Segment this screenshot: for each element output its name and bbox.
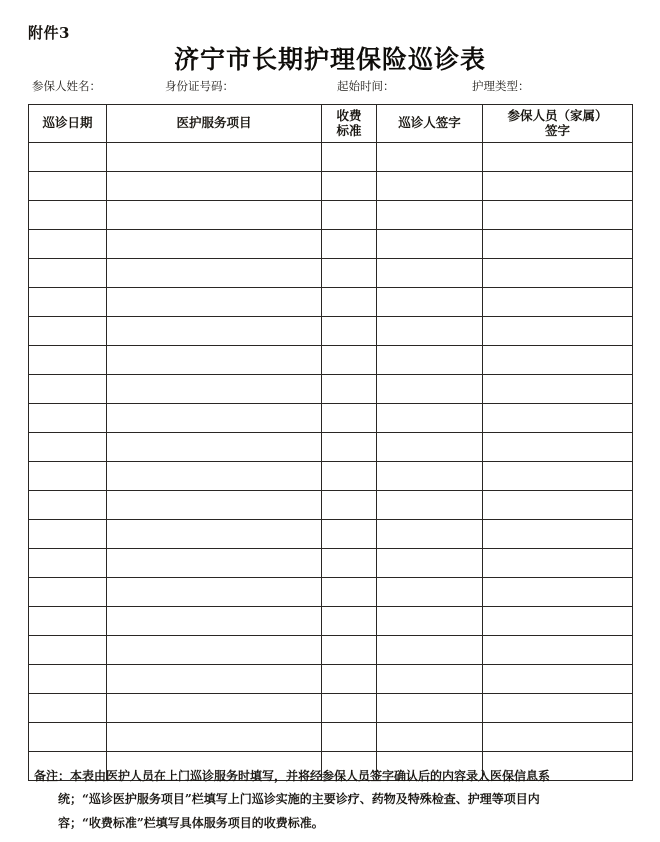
table-cell[interactable]: [377, 665, 483, 694]
table-cell[interactable]: [107, 317, 322, 346]
column-header-insured-signature-line2: 签字: [544, 122, 570, 138]
column-header-fee-standard-line1: 收费: [336, 108, 362, 124]
table-cell[interactable]: [29, 694, 107, 723]
table-cell[interactable]: [483, 433, 633, 462]
footnote-line-1: 备注：本表由医护人员在上门巡诊服务时填写，并将经参保人员签字确认后的内容录入医保信息系: [34, 769, 551, 783]
table-cell[interactable]: [107, 230, 322, 259]
column-header-insured-signature-line1: 参保人员（家属）: [507, 108, 608, 124]
table-cell[interactable]: [377, 317, 483, 346]
table-cell[interactable]: [377, 433, 483, 462]
table-cell[interactable]: [29, 462, 107, 491]
table-row: [29, 346, 633, 375]
table-cell[interactable]: [322, 665, 377, 694]
table-cell[interactable]: [377, 172, 483, 201]
table-cell[interactable]: [483, 578, 633, 607]
table-cell[interactable]: [377, 143, 483, 172]
table-cell[interactable]: [483, 317, 633, 346]
table-cell[interactable]: [322, 288, 377, 317]
table-header-row: [29, 105, 633, 143]
visit-record-table: [28, 104, 633, 781]
table-cell[interactable]: [483, 549, 633, 578]
attachment-label: 附件3: [28, 24, 70, 42]
table-cell[interactable]: [483, 172, 633, 201]
table-row: [29, 230, 633, 259]
table-cell[interactable]: [377, 491, 483, 520]
table-row: [29, 404, 633, 433]
table-row: [29, 549, 633, 578]
table-cell[interactable]: [483, 723, 633, 752]
table-cell[interactable]: [29, 723, 107, 752]
column-header-fee-standard: [322, 105, 377, 143]
table-cell[interactable]: [322, 723, 377, 752]
table-cell[interactable]: [483, 404, 633, 433]
column-header-fee-standard-line2: 标准: [336, 122, 362, 138]
table-cell[interactable]: [29, 172, 107, 201]
table-cell[interactable]: [322, 259, 377, 288]
table-cell[interactable]: [107, 636, 322, 665]
table-cell[interactable]: [107, 549, 322, 578]
table-cell[interactable]: [107, 172, 322, 201]
table-cell[interactable]: [322, 172, 377, 201]
table-row: [29, 433, 633, 462]
table-cell[interactable]: [107, 259, 322, 288]
table-header: [29, 105, 633, 143]
table-cell[interactable]: [322, 143, 377, 172]
table-cell[interactable]: [107, 520, 322, 549]
table-cell[interactable]: [29, 636, 107, 665]
table-row: [29, 375, 633, 404]
table-cell[interactable]: [377, 259, 483, 288]
table-cell[interactable]: [483, 520, 633, 549]
table-cell[interactable]: [322, 375, 377, 404]
table-cell[interactable]: [483, 259, 633, 288]
table-row: [29, 462, 633, 491]
table-cell[interactable]: [483, 346, 633, 375]
column-header-visit-date: 巡诊日期: [29, 105, 107, 143]
table-cell[interactable]: [483, 636, 633, 665]
table-cell[interactable]: [322, 317, 377, 346]
table-cell[interactable]: [377, 694, 483, 723]
table-cell[interactable]: [107, 665, 322, 694]
table-cell[interactable]: [322, 520, 377, 549]
table-cell[interactable]: [322, 433, 377, 462]
table-cell[interactable]: [29, 433, 107, 462]
table-cell[interactable]: [29, 665, 107, 694]
table-cell[interactable]: [483, 375, 633, 404]
meta-field-id-number: 身份证号码：: [165, 79, 234, 93]
table-cell[interactable]: [29, 259, 107, 288]
table-cell[interactable]: [377, 375, 483, 404]
table-cell[interactable]: [107, 462, 322, 491]
table-cell[interactable]: [377, 288, 483, 317]
table-body: [29, 143, 633, 781]
table-cell[interactable]: [377, 462, 483, 491]
table-cell[interactable]: [107, 288, 322, 317]
table-row: [29, 694, 633, 723]
meta-fields-row: [32, 78, 632, 96]
table-row: [29, 172, 633, 201]
table-row: [29, 288, 633, 317]
table-cell[interactable]: [107, 201, 322, 230]
table-cell[interactable]: [107, 433, 322, 462]
table-cell[interactable]: [29, 520, 107, 549]
table-cell[interactable]: [377, 578, 483, 607]
column-header-visitor-signature: 巡诊人签字: [377, 105, 483, 143]
table-cell[interactable]: [483, 143, 633, 172]
page-title: 济宁市长期护理保险巡诊表: [173, 45, 486, 74]
table-cell[interactable]: [29, 346, 107, 375]
table-cell[interactable]: [29, 404, 107, 433]
table-cell[interactable]: [483, 694, 633, 723]
table-row: [29, 578, 633, 607]
table-row: [29, 607, 633, 636]
table-row: [29, 665, 633, 694]
table-cell[interactable]: [322, 491, 377, 520]
table-row: [29, 723, 633, 752]
table-cell[interactable]: [29, 375, 107, 404]
table-cell[interactable]: [107, 723, 322, 752]
table-cell[interactable]: [107, 404, 322, 433]
table-cell[interactable]: [483, 665, 633, 694]
table-cell[interactable]: [29, 317, 107, 346]
table-cell[interactable]: [322, 578, 377, 607]
table-cell[interactable]: [377, 636, 483, 665]
table-cell[interactable]: [322, 694, 377, 723]
table-cell[interactable]: [107, 607, 322, 636]
table-cell[interactable]: [29, 230, 107, 259]
table-cell[interactable]: [377, 404, 483, 433]
table-row: [29, 201, 633, 230]
table-cell[interactable]: [483, 288, 633, 317]
table-cell[interactable]: [483, 607, 633, 636]
table-row: [29, 143, 633, 172]
footnote-line-3: 容；“收费标准”栏填写具体服务项目的收费标准。: [58, 815, 324, 830]
table-cell[interactable]: [29, 607, 107, 636]
table-cell[interactable]: [377, 607, 483, 636]
table-cell[interactable]: [107, 694, 322, 723]
table-cell[interactable]: [322, 607, 377, 636]
table-cell[interactable]: [483, 230, 633, 259]
table-cell[interactable]: [322, 346, 377, 375]
meta-field-start-time: 起始时间：: [337, 79, 395, 93]
table-cell[interactable]: [483, 201, 633, 230]
footnote: [34, 765, 628, 835]
table-cell[interactable]: [107, 491, 322, 520]
table-cell[interactable]: [322, 404, 377, 433]
table-row: [29, 317, 633, 346]
table-cell[interactable]: [377, 346, 483, 375]
table-row: [29, 636, 633, 665]
table-cell[interactable]: [377, 549, 483, 578]
table-cell[interactable]: [322, 462, 377, 491]
table-cell[interactable]: [377, 723, 483, 752]
table-cell[interactable]: [377, 230, 483, 259]
table-cell[interactable]: [29, 201, 107, 230]
table-cell[interactable]: [107, 578, 322, 607]
table-cell[interactable]: [107, 346, 322, 375]
table-cell[interactable]: [322, 201, 377, 230]
column-header-service-item: 医护服务项目: [107, 105, 322, 143]
table-cell[interactable]: [483, 491, 633, 520]
table-cell[interactable]: [107, 375, 322, 404]
table-cell[interactable]: [322, 230, 377, 259]
table-cell[interactable]: [107, 143, 322, 172]
table-cell[interactable]: [377, 520, 483, 549]
table-cell[interactable]: [29, 491, 107, 520]
table-cell[interactable]: [29, 549, 107, 578]
table-cell[interactable]: [483, 462, 633, 491]
meta-field-insured-name: 参保人姓名：: [32, 79, 101, 93]
column-header-insured-signature: [483, 105, 633, 143]
footnote-line-2: 统；“巡诊医护服务项目”栏填写上门巡诊实施的主要诊疗、药物及特殊检查、护理等项目内: [58, 792, 540, 807]
table-cell[interactable]: [322, 549, 377, 578]
table-cell[interactable]: [322, 636, 377, 665]
table-row: [29, 259, 633, 288]
table-cell[interactable]: [29, 578, 107, 607]
table-cell[interactable]: [29, 288, 107, 317]
table-row: [29, 491, 633, 520]
table-row: [29, 520, 633, 549]
table-cell[interactable]: [377, 201, 483, 230]
table-cell[interactable]: [29, 143, 107, 172]
meta-field-care-type: 护理类型：: [472, 79, 530, 93]
